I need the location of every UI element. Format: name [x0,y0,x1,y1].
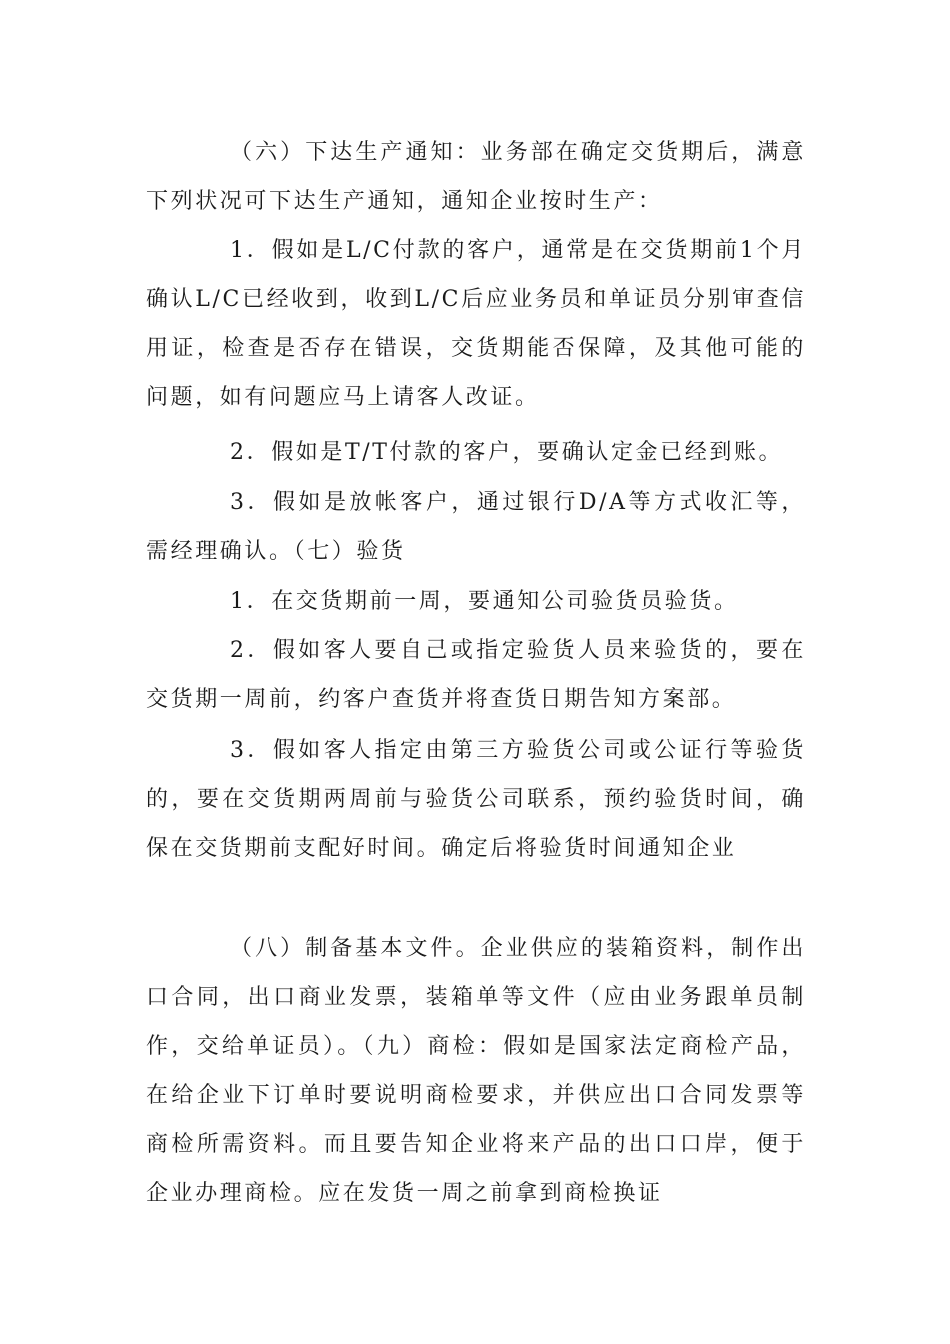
paragraph-documents-and-commodity-inspection: （八）制备基本文件。企业供应的装箱资料，制作出口合同，出口商业发票，装箱单等文件（应由业务跟单员制作，交给单证员）。（九）商检：假如是国家法定商检产品，在给企业下订单时要说明商检要求，并供应出口合同发票等商检所需资料。而且要告知企业将来产品的出口口岸，便于企业办理商检。应在发货一周之前拿到商检换证 [146,936,806,1206]
paragraph-lc-payment: 1．假如是L/C付款的客户，通常是在交货期前1个月确认L/C已经收到，收到L/C后应业务员和单证员分别审查信用证，检查是否存在错误，交货期能否保障，及其他可能的问题，如有问题应马上请客人改证。 [146,238,806,410]
paragraph-production-notice: （六）下达生产通知：业务部在确定交货期后，满意下列状况可下达生产通知，通知企业按时生产： [146,140,806,214]
paragraph-third-party-inspection: 3．假如客人指定由第三方验货公司或公证行等验货的，要在交货期两周前与验货公司联系，预约验货时间，确保在交货期前支配好时间。确定后将验货时间通知企业 [146,738,806,861]
paragraph-tt-payment: 2．假如是T/T付款的客户，要确认定金已经到账。 [230,440,784,465]
paragraph-customer-inspection: 2．假如客人要自己或指定验货人员来验货的，要在交货期一周前，约客户查货并将查货日期告知方案部。 [146,638,806,712]
paragraph-credit-customer: 3．假如是放帐客户，通过银行D/A等方式收汇等，需经理确认。（七）验货 [146,490,806,564]
paragraph-inspection-notice: 1．在交货期前一周，要通知公司验货员验货。 [230,589,739,614]
